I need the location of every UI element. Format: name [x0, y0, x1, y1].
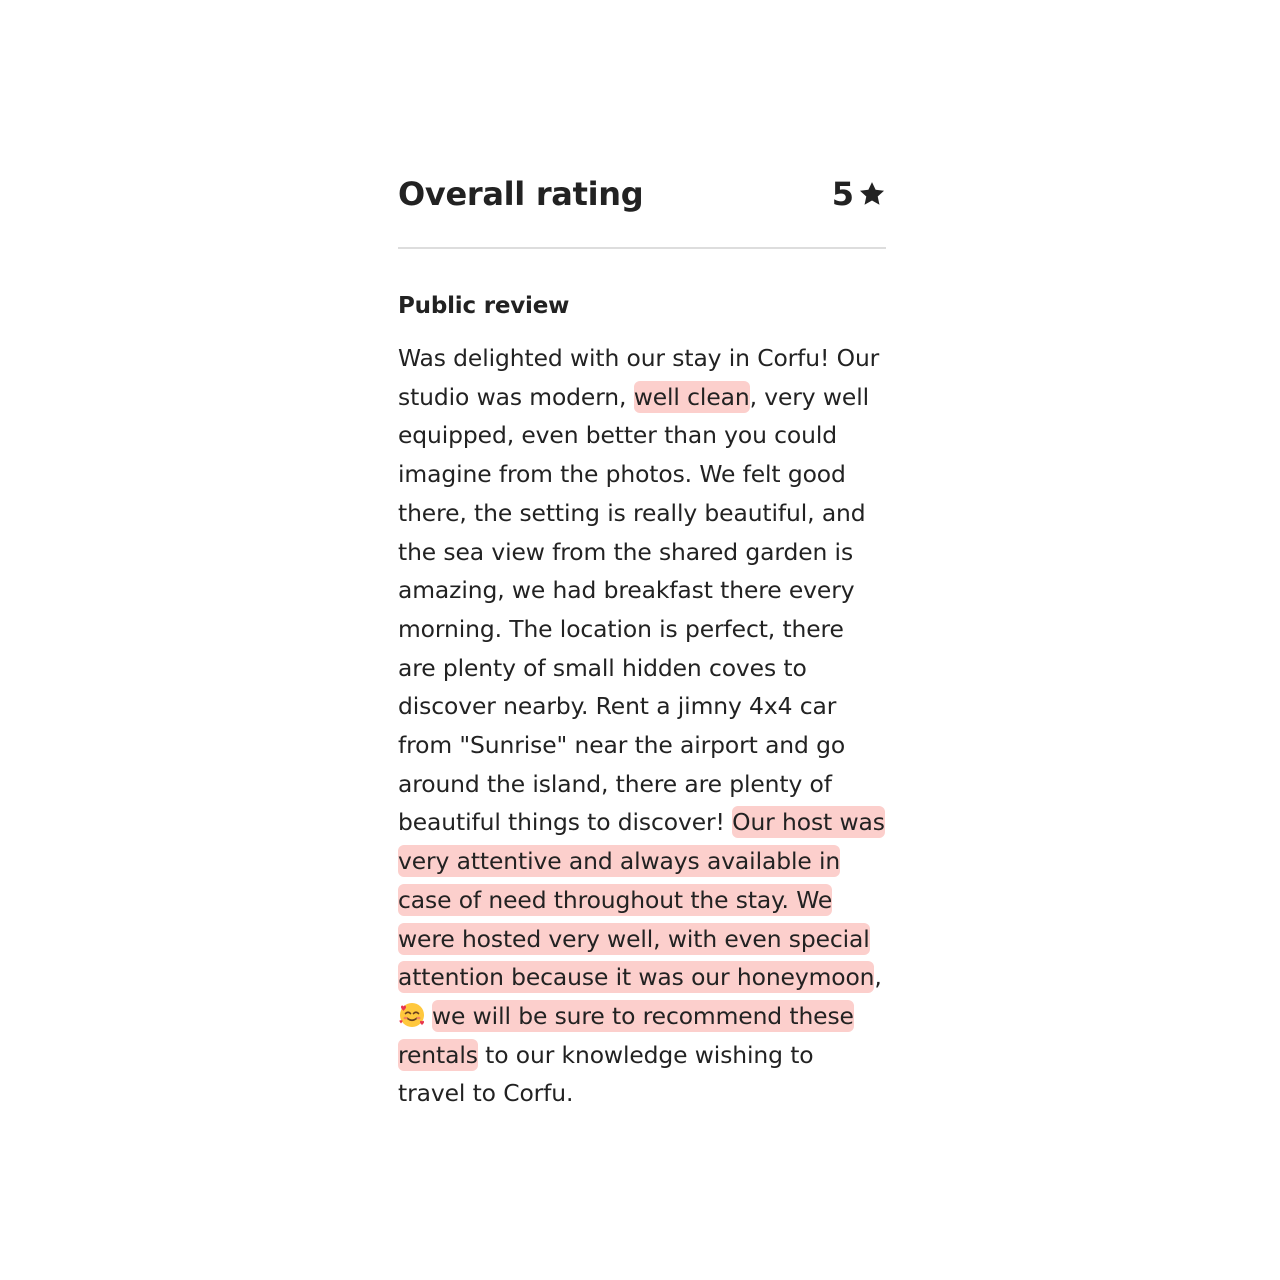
public-review-title: Public review	[398, 293, 570, 319]
public-review-text	[398, 339, 886, 1113]
review-text-segment: ,	[874, 963, 882, 992]
star-icon	[858, 180, 886, 208]
overall-rating-row	[398, 168, 886, 220]
overall-rating-value	[832, 175, 886, 213]
rating-number: 5	[831, 175, 854, 213]
highlighted-text: well clean	[633, 382, 750, 411]
review-text-segment: , very well equipped, even better than you could imagine from the photos. We felt good there, the setting is really beautiful, and the sea view from the shared garden is amazing, we had breakfast there every morning. The location is perfect, there are plenty of small hidden coves to discover nearby. Rent a jimny 4x4 car from "Sunrise" near the airport and go around the island, there are plenty of beautiful things to discover!	[398, 382, 869, 837]
overall-rating-title: Overall rating	[398, 175, 644, 213]
review-text-segment: to our knowledge wishing to travel to Corfu.	[398, 1040, 814, 1108]
highlighted-text: Our host was very attentive and always available in case of need throughout the stay. We were hosted very well, with even special attention because it was our honeymoon	[398, 808, 885, 992]
highlighted-text: we will be sure to recommend these rentals	[398, 1001, 854, 1069]
review-text-segment: Was delighted with our stay in Corfu! Our studio was modern,	[398, 344, 880, 411]
smiling-face-with-hearts-icon	[398, 1001, 426, 1029]
review-card	[398, 168, 886, 1113]
divider	[398, 247, 886, 249]
